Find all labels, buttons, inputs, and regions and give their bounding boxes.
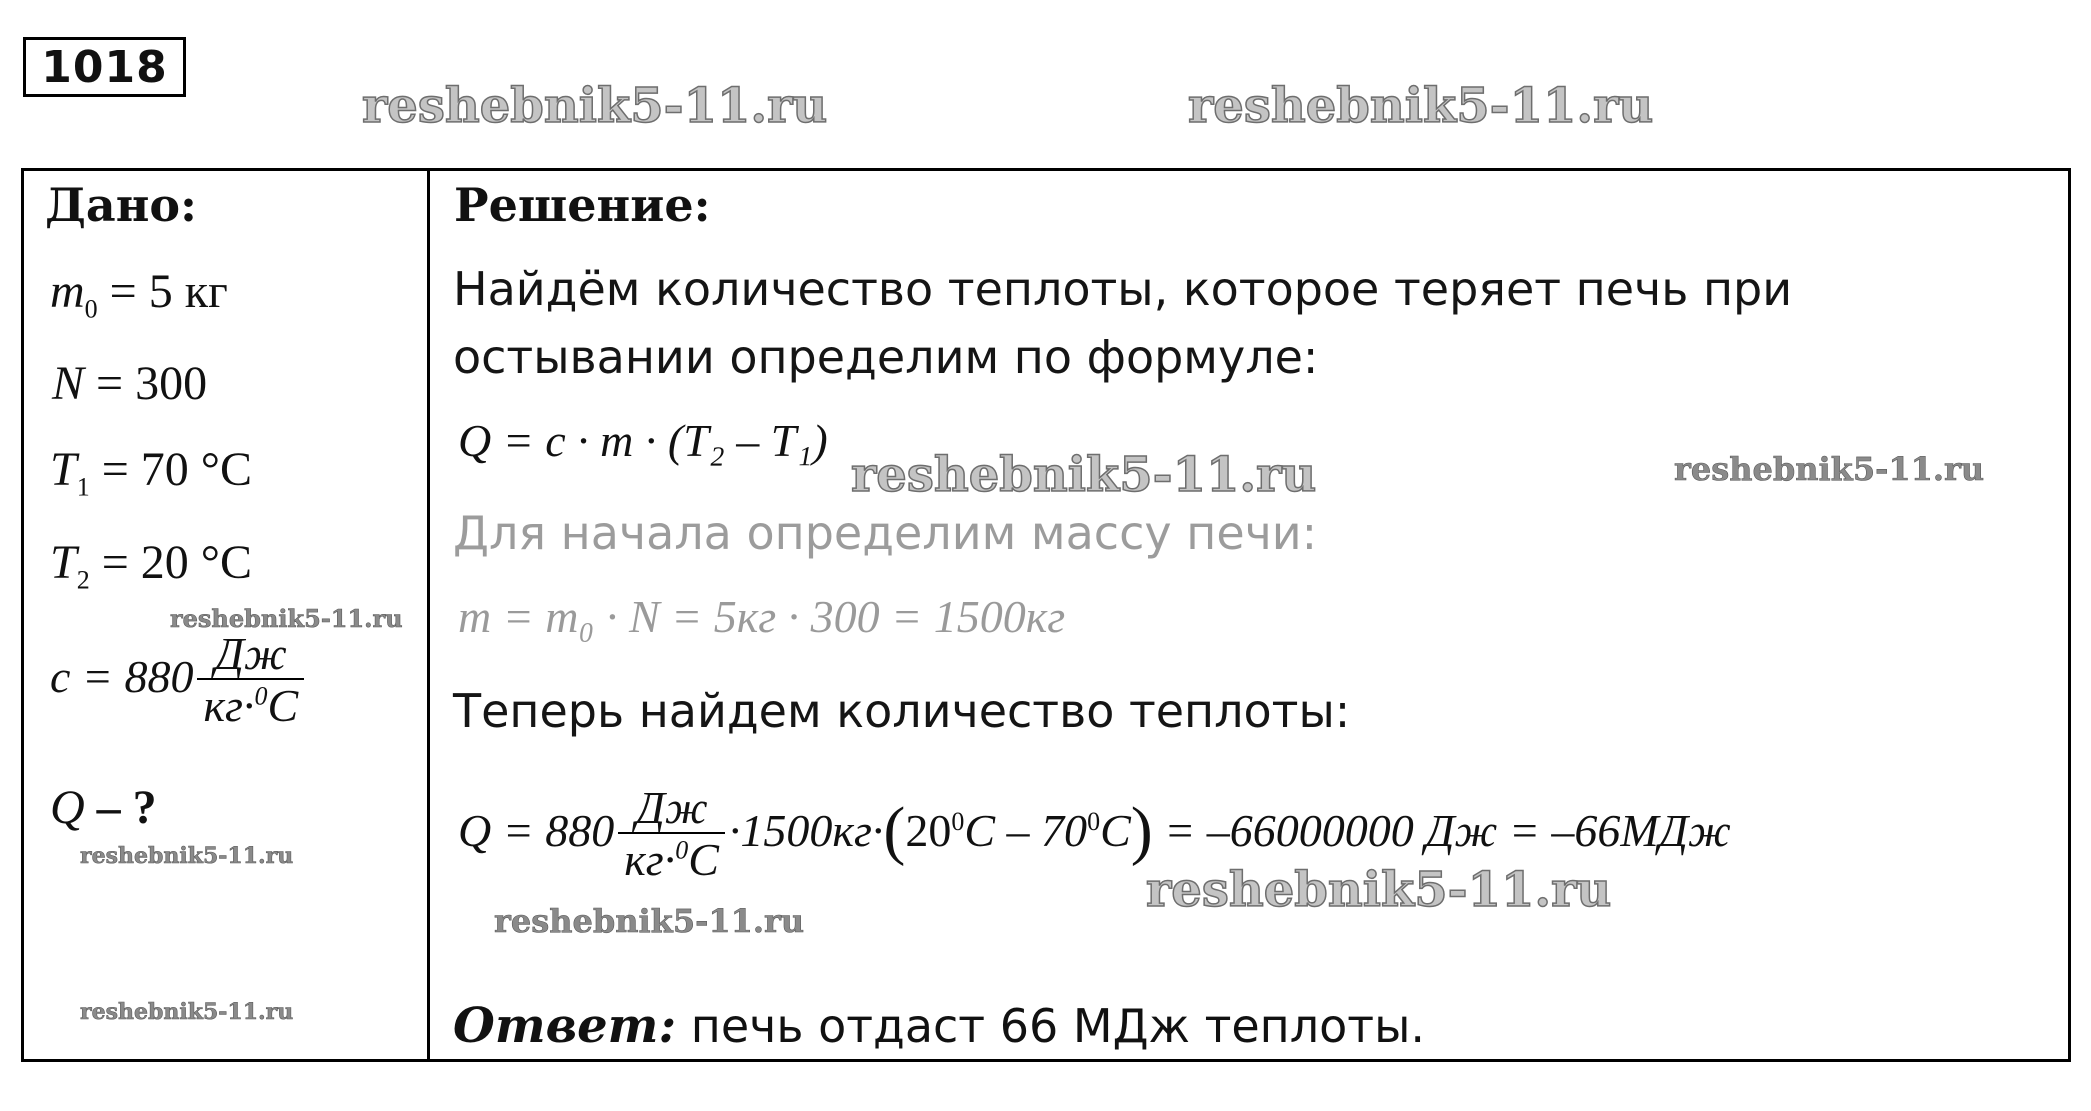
- watermark-given-3: reshebnik5-11.ru: [80, 999, 294, 1025]
- N-value: = 300: [84, 357, 208, 410]
- watermark-lower-left: reshebnik5-11.ru: [494, 902, 805, 940]
- T1-value: = 70 °C: [89, 443, 252, 496]
- formula-heat-result: Q = 880 $\frac{Дж}{кг\cdot^0C}$ $\cdot 1500кг\cdot(20^0C - 70^0C) = -66000000$ Дж = –66МДж: [458, 782, 1731, 886]
- given-T1: [50, 442, 252, 503]
- column-divider: [427, 168, 430, 1062]
- given-m0: [50, 264, 228, 325]
- watermark-top-right: reshebnik5-11.ru: [1188, 78, 1654, 134]
- watermark-given-2: reshebnik5-11.ru: [80, 843, 294, 869]
- m0-subscript: 0: [84, 294, 98, 324]
- T1-subscript: 1: [76, 472, 90, 502]
- find-symbol: Q: [50, 781, 85, 834]
- formula-mass: m = m₀ · N = 5кг · 300 = 1500кг: [458, 591, 1066, 642]
- watermark-mid-right: reshebnik5-11.ru: [1674, 450, 1985, 488]
- solution-line-2: остывании определим по формуле:: [453, 330, 1319, 384]
- watermark-mid-center: reshebnik5-11.ru: [851, 447, 1317, 503]
- given-T2: [50, 535, 252, 596]
- formula-heat-loss: Q = c · m · (T₂ – T₁): [458, 415, 828, 466]
- problem-number: 1018: [23, 37, 186, 97]
- T2-symbol: T: [50, 536, 77, 589]
- watermark-top-left: reshebnik5-11.ru: [362, 78, 828, 134]
- watermark-lower-center: reshebnik5-11.ru: [1146, 862, 1612, 918]
- answer-text: печь отдаст 66 МДж теплоты.: [676, 999, 1426, 1053]
- N-symbol: N: [52, 357, 85, 410]
- given-N: [52, 356, 207, 411]
- T2-subscript: 2: [76, 565, 90, 595]
- m0-value: = 5 кг: [97, 265, 228, 318]
- answer-line: [453, 998, 1425, 1054]
- watermark-given-1: reshebnik5-11.ru: [170, 604, 403, 633]
- c-denominator: кг·$^0$C: [197, 678, 304, 733]
- answer-label: Ответ:: [453, 998, 677, 1054]
- c-numerator: Дж: [214, 628, 287, 679]
- c-fraction: [197, 630, 304, 733]
- given-c: [50, 630, 308, 733]
- given-find: [50, 780, 157, 835]
- c-lhs: c = 880: [50, 651, 194, 703]
- solution-line-3: Для начала определим массу печи:: [453, 506, 1318, 560]
- solution-line-1: Найдём количество теплоты, которое теряет печь при: [453, 262, 1793, 316]
- T2-value: = 20 °C: [89, 536, 252, 589]
- given-heading: Дано:: [45, 178, 198, 232]
- m0-symbol: m: [50, 265, 85, 318]
- solution-line-4: Теперь найдем количество теплоты:: [453, 684, 1351, 738]
- solution-heading: Решение:: [454, 178, 711, 232]
- T1-symbol: T: [50, 443, 77, 496]
- find-question: – ?: [84, 781, 157, 834]
- result-fraction: $\frac{Дж}{кг\cdot^0C}$: [618, 784, 725, 887]
